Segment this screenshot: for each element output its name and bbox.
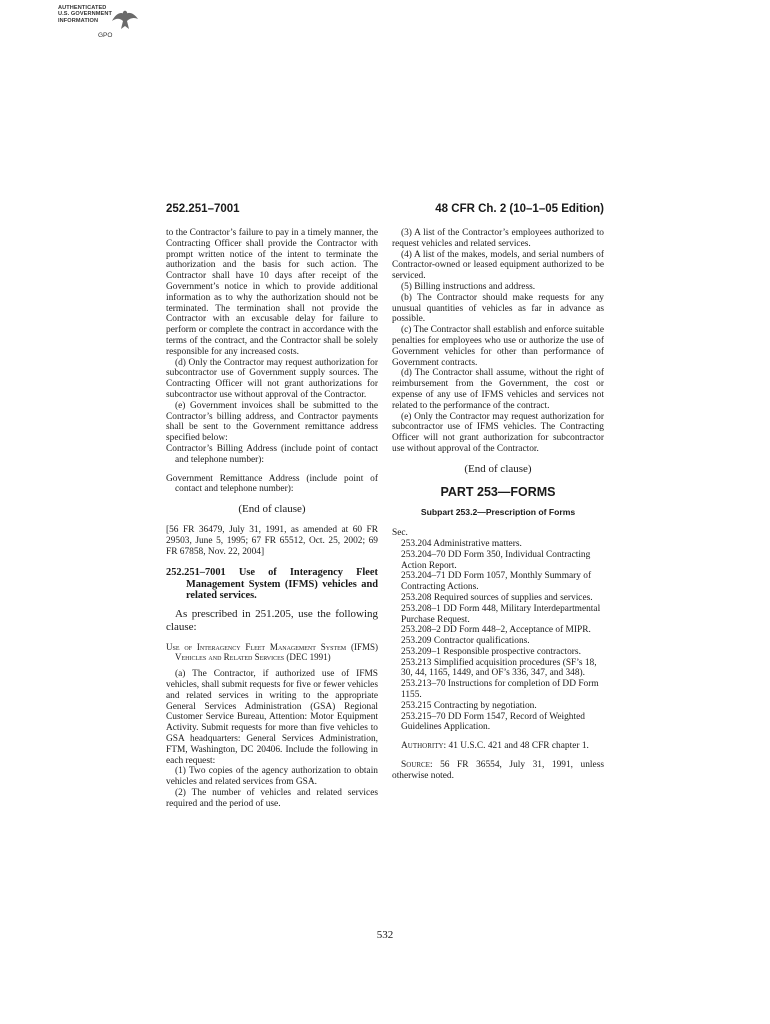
seal-line: U.S. GOVERNMENT <box>58 11 113 18</box>
toc-entry <box>392 571 604 593</box>
paragraph-d: (d) Only the Contractor may request authorization for subcontractor use of Government supply sources. The Contracting Officer will not grant authorizations for subcontractor use without approval of the Contractor. <box>166 357 378 400</box>
toc-title: Contracting by negotiation. <box>433 700 537 711</box>
seal-line: INFORMATION <box>58 17 99 24</box>
toc-entry <box>392 636 604 647</box>
paragraph-continued: to the Contractor’s failure to pay in a timely manner, the Contracting Officer shall provide the Contractor with prompt written notice of the intent to terminate the authorization and the basis for such action. The Contractor shall have 10 days after receipt of the Government’s notice in which to provide additional information as to why the authorization should not be terminated. The termination shall not provide the Contractor with an excusable delay for failure to perform or complete the contract in accordance with the terms of the contract, and the Contractor shall be solely responsible for any increased costs. <box>166 228 378 357</box>
paragraph-c: (c) The Contractor shall establish and enforce suitable penalties for employees who use or authorize the use of Government vehicles for other than performance of Government contracts. <box>392 325 604 368</box>
toc-title: DD Form 448, Military Interdepartmental Purchase Request. <box>401 603 601 625</box>
toc-number: 253.209–1 <box>401 646 441 657</box>
source-label: Source: <box>401 760 433 771</box>
toc-entry <box>392 625 604 636</box>
paragraph-b: (b) The Contractor should make requests for any unusual quantities of vehicles as far in advance as possible. <box>392 292 604 325</box>
right-column <box>392 228 604 782</box>
toc-entry <box>392 712 604 734</box>
toc-entry <box>392 550 604 572</box>
toc-number: 253.213–70 <box>401 679 446 690</box>
toc-entry <box>392 604 604 626</box>
paragraph-a: (a) The Contractor, if authorized use of IFMS vehicles, shall submit requests for five or fewer vehicles and related services in writing to the appropriate General Services Administration (GSA) Regional Customer Service Bureau, Attention: Motor Equipment Activity. Submit requests for more than five vehicles to GSA headquarters: General Services Administration, FTM, Washington, DC 20406. Include the following in each request: <box>166 669 378 766</box>
source-note <box>392 760 604 782</box>
end-of-clause: (End of clause) <box>238 503 306 516</box>
toc-entry <box>392 679 604 701</box>
toc-title: DD Form 350, Individual Contracting Action Report. <box>401 549 591 571</box>
eagle-icon <box>110 7 140 33</box>
section-heading: 252.251–7001 Use of Interagency Fleet Management System (IFMS) vehicles and related services. <box>166 567 378 602</box>
table-of-contents <box>392 539 604 733</box>
toc-title: Required sources of supplies and services. <box>433 592 593 603</box>
toc-title: Instructions for completion of DD Form 1155. <box>401 679 599 701</box>
paragraph-a3: (3) A list of the Contractor’s employees authorized to request vehicles and related services. <box>392 228 604 249</box>
toc-number: 253.208–2 <box>401 625 441 636</box>
authority-label: Authority: <box>401 741 447 752</box>
paragraph-a2: (2) The number of vehicles and related services required and the period of use. <box>166 787 378 809</box>
page-number: 532 <box>376 929 394 941</box>
toc-entry <box>392 647 604 658</box>
toc-entry <box>392 701 604 712</box>
toc-title: DD Form 448–2, Acceptance of MIPR. <box>443 625 591 636</box>
paragraph-a4: (4) A list of the makes, models, and serial numbers of Contractor-owned or leased equipment authorized to be serviced. <box>392 249 604 282</box>
prescribed-text: As prescribed in 251.205, use the following clause: <box>166 607 378 633</box>
toc-number: 253.209 <box>401 636 432 647</box>
end-of-clause: (End of clause) <box>464 462 532 475</box>
authority-text: 41 U.S.C. 421 and 48 CFR chapter 1. <box>448 741 589 752</box>
toc-entry <box>392 539 604 550</box>
left-column <box>166 228 378 809</box>
subpart-heading: Subpart 253.2—Prescription of Forms <box>420 507 576 518</box>
sec-label: Sec. <box>392 528 408 539</box>
toc-title: DD Form 1057, Monthly Summary of Contracting Actions. <box>401 571 592 593</box>
toc-number: 253.215 <box>401 700 432 711</box>
paragraph-d: (d) The Contractor shall assume, without the right of reimbursement from the Government, the cost or expense of any use of IFMS vehicles and services not related to the performance of the contract. <box>392 368 604 411</box>
source-text: 56 FR 36554, July 31, 1991, unless otherwise noted. <box>392 760 604 781</box>
toc-number: 253.208 <box>401 592 432 603</box>
citation: [56 FR 36479, July 31, 1991, as amended at 60 FR 29503, June 5, 1995; 67 FR 65512, Oct. 25, 2002; 69 FR 67858, Nov. 22, 2004] <box>166 524 378 557</box>
remittance-address-line: Government Remittance Address (include point of contact and telephone number): <box>166 473 378 495</box>
toc-number: 253.204–70 <box>401 549 446 560</box>
paragraph-e: (e) Only the Contractor may request authorization for subcontractor use of IFMS vehicles. The Contracting Officer will not grant authorization for subcontractor use without approval of the Contractor. <box>392 411 604 454</box>
paragraph-a1: (1) Two copies of the agency authorization to obtain vehicles and related services from GSA. <box>166 766 378 788</box>
toc-number: 253.215–70 <box>401 711 446 722</box>
running-head-section: 252.251–7001 <box>166 203 240 215</box>
toc-title: Administrative matters. <box>433 538 522 549</box>
seal-line: AUTHENTICATED <box>58 5 107 11</box>
toc-title: Responsible prospective contractors. <box>443 646 581 657</box>
toc-title: DD Form 1547, Record of Weighted Guidelines Application. <box>401 711 585 733</box>
toc-title: Contractor qualifications. <box>433 636 530 647</box>
toc-entry <box>392 593 604 604</box>
toc-number: 253.204–71 <box>401 571 446 582</box>
toc-number: 253.213 <box>401 657 432 668</box>
gpo-label: GPO <box>98 32 113 39</box>
clause-title: Use of Interagency Fleet Management System (IFMS) Vehicles and Related Services (DEC 1991) <box>166 641 378 663</box>
paragraph-a5: (5) Billing instructions and address. <box>401 281 536 292</box>
toc-number: 253.208–1 <box>401 603 441 614</box>
paragraph-e: (e) Government invoices shall be submitted to the Contractor’s billing address, and Contractor payments shall be sent to the Government remittance address specified below: <box>166 400 378 444</box>
billing-address-line: Contractor’s Billing Address (include point of contact and telephone number): <box>166 443 378 465</box>
running-head-title: 48 CFR Ch. 2 (10–1–05 Edition) <box>435 203 604 215</box>
toc-entry <box>392 658 604 680</box>
part-heading: PART 253—FORMS <box>440 484 556 499</box>
gpo-authentication-seal <box>58 5 140 41</box>
running-head <box>166 203 604 215</box>
authority-note <box>392 741 604 752</box>
toc-number: 253.204 <box>401 538 432 549</box>
toc-title: Simplified acquisition procedures (SF’s 18, 30, 44, 1165, 1449, and OF’s 336, 347, and 348). <box>401 657 597 679</box>
